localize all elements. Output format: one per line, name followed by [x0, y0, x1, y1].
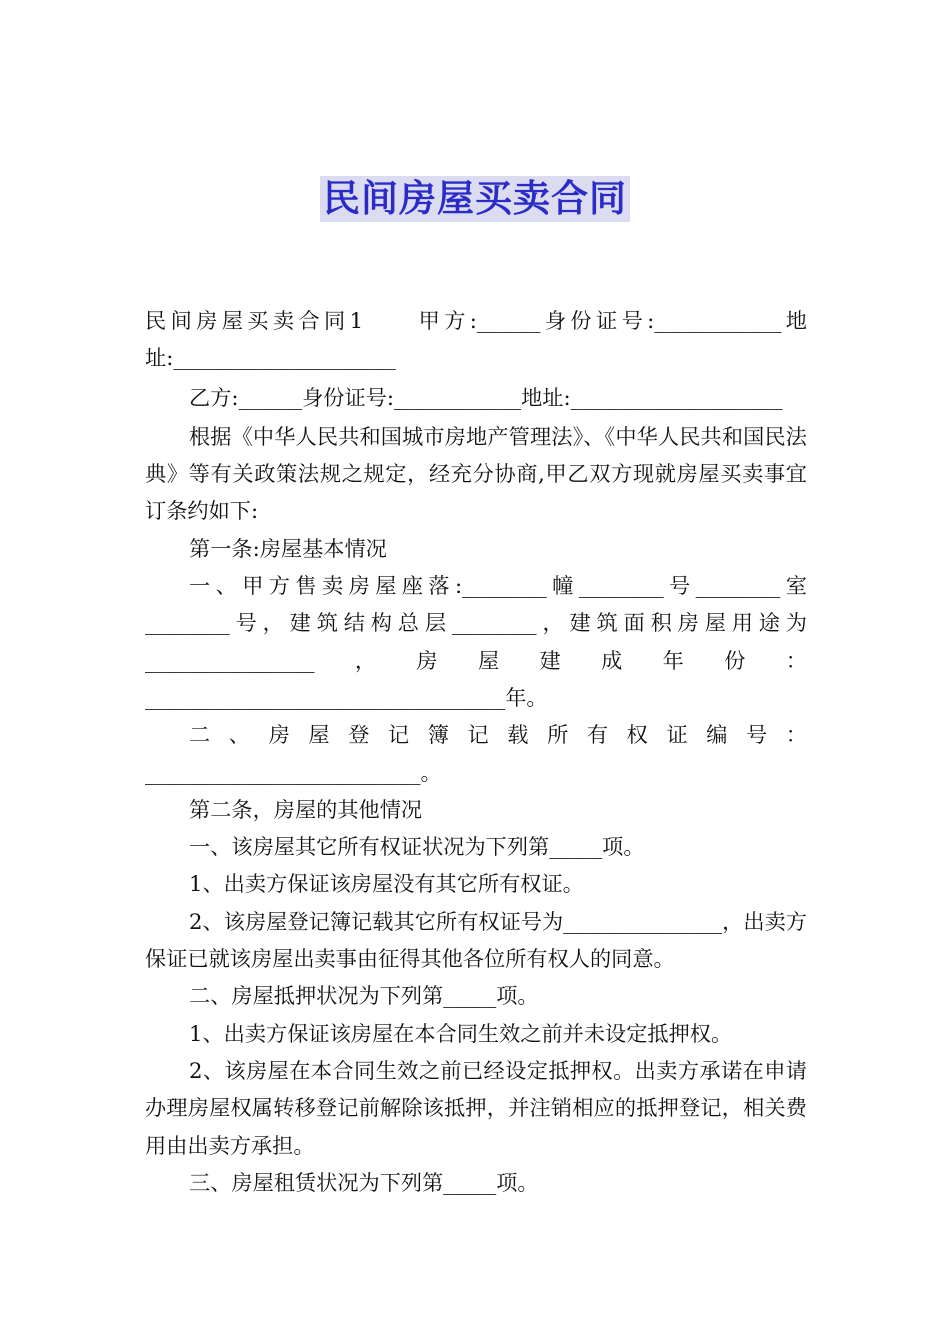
article-2-item-2-option-2: 2、该房屋在本合同生效之前已经设定抵押权。出卖方承诺在申请办理房屋权属转移登记前解除该抵押，并注销相应的抵押登记，相关费用由出卖方承担。 — [145, 1057, 807, 1158]
contract-body — [145, 302, 807, 1201]
document-title: 民间房屋买卖合同 — [320, 176, 630, 222]
article-2-heading: 第二条，房屋的其他情况 — [189, 796, 423, 822]
paragraph-parties-b: 乙方:______身份证号:____________地址:____________________ — [189, 384, 783, 410]
article-2-item-1: 一、该房屋其它所有权证状况为下列第_____项。 — [189, 834, 645, 860]
paragraph-parties-a: 民间房屋买卖合同1 甲方:______身份证号:____________地址:_____________________ — [145, 308, 807, 371]
article-1-item-1: 一、甲方售卖房屋座落:________幢________号________室________号，建筑结构总层________，建筑面积房屋用途为________________，房屋建成年份：__________________________________年。 — [145, 573, 807, 710]
article-1-heading: 第一条:房屋基本情况 — [189, 535, 387, 561]
title-wrapper — [0, 176, 950, 222]
article-2-item-3: 三、房屋租赁状况为下列第_____项。 — [189, 1169, 539, 1195]
article-2-item-1-option-1: 1、出卖方保证该房屋没有其它所有权证。 — [189, 871, 584, 897]
article-2-item-1-option-2: 2、该房屋登记簿记载其它所有权证号为_______________，出卖方保证已就该房屋出卖事由征得其他各位所有权人的同意。 — [145, 908, 807, 972]
paragraph-preamble: 根据《中华人民共和国城市房地产管理法》、《中华人民共和国民法典》等有关政策法规之规定，经充分协商,甲乙双方现就房屋买卖事宜订条约如下: — [145, 423, 807, 524]
article-2-item-2: 二、房屋抵押状况为下列第_____项。 — [189, 983, 539, 1009]
article-1-item-2: 二、房屋登记簿记载所有权证编号：__________________________。 — [145, 722, 807, 785]
article-2-item-2-option-1: 1、出卖方保证该房屋在本合同生效之前并未设定抵押权。 — [189, 1020, 733, 1046]
